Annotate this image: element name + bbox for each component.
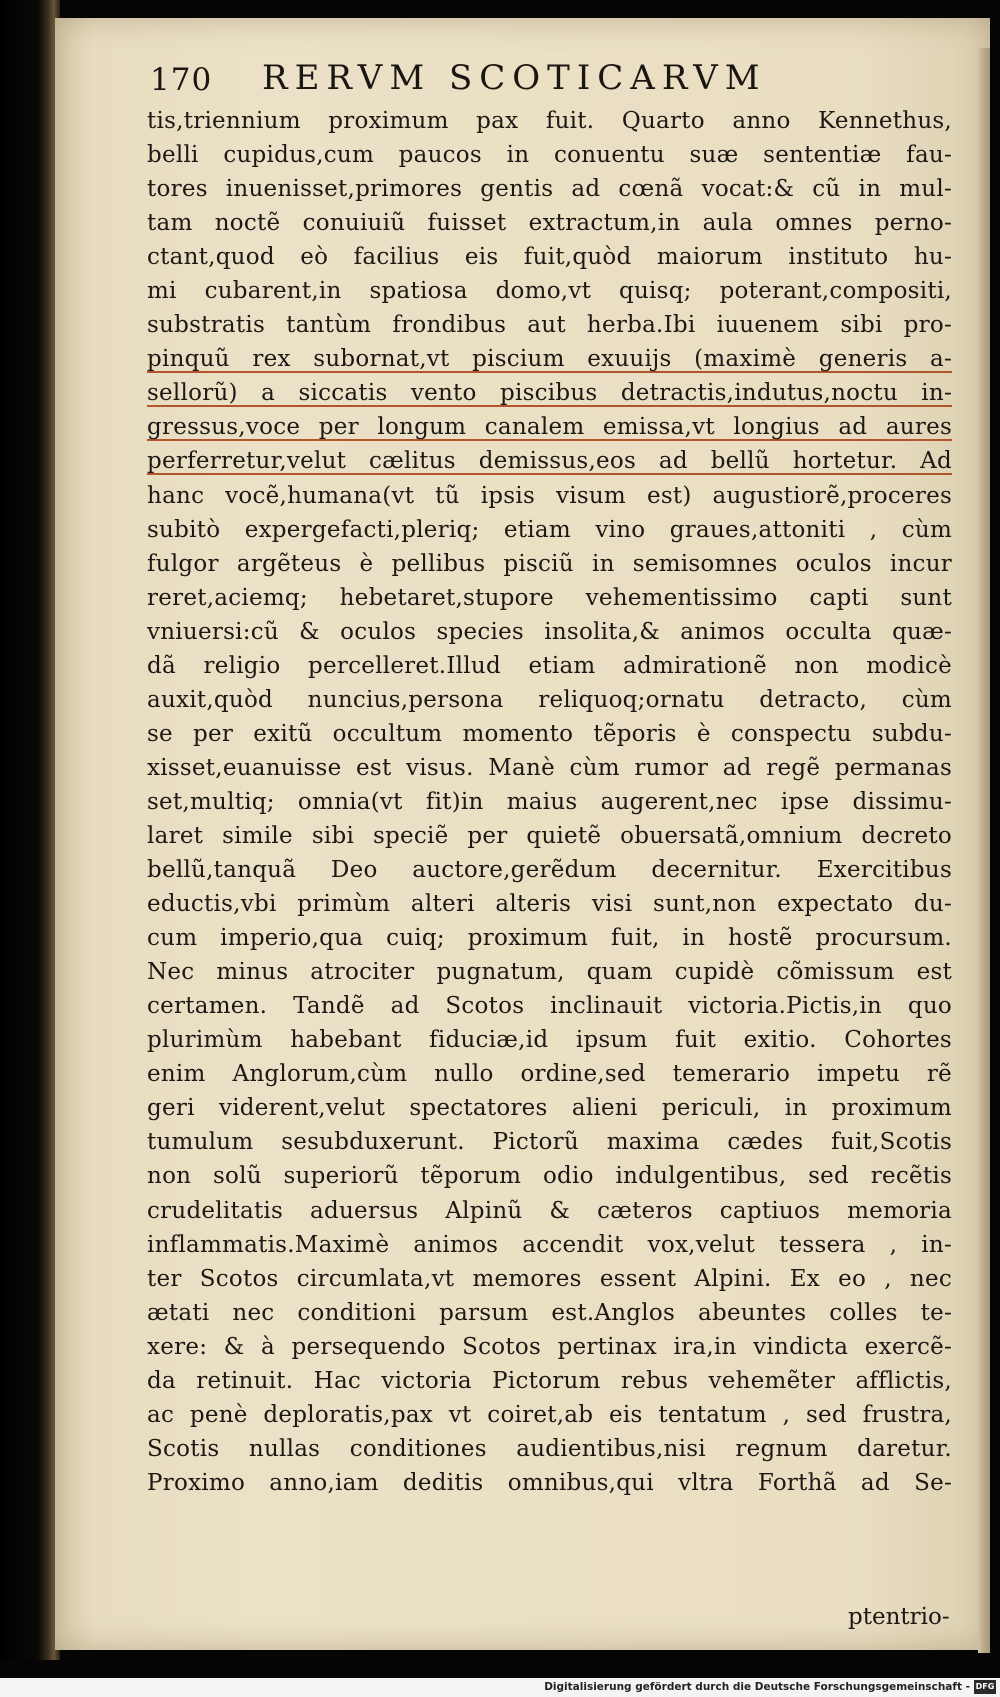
text-line: dã religio percelleret.Illud etiam admirationẽ non modicè [147, 652, 952, 679]
text-line: sellorũ) a siccatis vento piscibus detractis,indutus,noctu in- [147, 380, 952, 407]
text-line: tumulum sesubduxerunt. Pictorũ maxima cædes fuit,Scotis [147, 1129, 952, 1156]
text-line: set,multiq; omnia(vt fit)in maius augerent,nec ipse dissimu- [147, 788, 952, 815]
text-line: eductis,vbi primùm alteri alteris visi sunt,non expectato du- [147, 891, 952, 918]
text-line: inflammatis.Maximè animos accendit vox,velut tessera , in- [147, 1231, 952, 1258]
page-number: 170 [150, 62, 213, 98]
digitization-credit: Digitalisierung gefördert durch die Deutsche Forschungsgemeinschaft - [544, 1681, 970, 1693]
text-line: geri viderent,velut spectatores alieni periculi, in proximum [147, 1095, 952, 1122]
text-line: cum imperio,qua cuiq; proximum fuit, in hostẽ procursum. [147, 925, 952, 952]
text-line: xisset,euanuisse est visus. Manè cùm rumor ad regẽ permanas [147, 754, 952, 781]
text-line: da retinuit. Hac victoria Pictorum rebus vehemẽter afflictis, [147, 1367, 952, 1394]
text-line: laret simile sibi speciẽ per quietẽ obuersatã,omnium decreto [147, 822, 952, 849]
text-line: xere: & à persequendo Scotos pertinax ira,in vindicta exercẽ- [147, 1333, 952, 1360]
text-line: belli cupidus,cum paucos in conuentu suæ sententiæ fau- [147, 142, 952, 169]
text-line: Proximo anno,iam deditis omnibus,qui vltra Forthã ad Se- [147, 1469, 952, 1496]
text-line: fulgor argẽteus è pellibus pisciũ in semisomnes oculos incur [147, 550, 952, 577]
text-line: Nec minus atrociter pugnatum, quam cupidè cõmissum est [147, 959, 952, 986]
text-line: perferretur,velut cælitus demissus,eos ad bellũ hortetur. Ad [147, 448, 952, 475]
text-line: tis,triennium proximum pax fuit. Quarto anno Kennethus, [147, 108, 952, 134]
text-line: ac penè deploratis,pax vt coiret,ab eis tentatum , sed frustra, [147, 1401, 952, 1428]
text-line: tam noctẽ conuiuiũ fuisset extractum,in aula omnes perno- [147, 210, 952, 237]
text-line: gressus,voce per longum canalem emissa,vt longius ad aures [147, 414, 952, 441]
text-line: ætati nec conditioni parsum est.Anglos abeuntes colles te- [147, 1299, 952, 1326]
page-header [150, 44, 950, 104]
dfg-logo: DFG [974, 1680, 996, 1694]
catchword: ptentrio- [848, 1604, 950, 1630]
text-line: non solũ superiorũ tẽporum odio indulgentibus, sed recẽtis [147, 1163, 952, 1190]
text-line: plurimùm habebant fiduciæ,id ipsum fuit exitio. Cohortes [147, 1027, 952, 1054]
text-line: mi cubarent,in spatiosa domo,vt quisq; poterant,compositi, [147, 278, 952, 305]
text-line: substratis tantùm frondibus aut herba.Ibi iuuenem sibi pro- [147, 312, 952, 339]
text-block [147, 104, 952, 1500]
text-line: bellũ,tanquã Deo auctore,gerẽdum decernitur. Exercitibus [147, 857, 952, 884]
text-line: auxit,quòd nuncius,persona reliquoq;ornatu detracto, cùm [147, 686, 952, 713]
text-line: certamen. Tandẽ ad Scotos inclinauit victoria.Pictis,in quo [147, 993, 952, 1020]
text-line: ter Scotos circumlata,vt memores essent Alpini. Ex eo , nec [147, 1265, 952, 1292]
text-line: pinquũ rex subornat,vt piscium exuuijs (maximè generis a- [147, 346, 952, 373]
text-line: tores inuenisset,primores gentis ad cœnã vocat:& cũ in mul- [147, 176, 952, 203]
running-title: RERVM SCOTICARVM [262, 58, 767, 98]
text-line: reret,aciemq; hebetaret,stupore vehementissimo capti sunt [147, 584, 952, 611]
text-line: ctant,quod eò facilius eis fuit,quòd maiorum instituto hu- [147, 244, 952, 271]
text-line: se per exitũ occultum momento tẽporis è conspectu subdu- [147, 720, 952, 747]
text-line: vniuersi:cũ & oculos species insolita,& animos occulta quæ- [147, 618, 952, 645]
text-line: subitò expergefacti,pleriq; etiam vino graues,attoniti , cùm [147, 516, 952, 543]
page-fore-edge [978, 48, 990, 1653]
text-line: crudelitatis aduersus Alpinũ & cæteros captiuos memoria [147, 1197, 952, 1224]
text-line: enim Anglorum,cùm nullo ordine,sed temerario impetu rẽ [147, 1061, 952, 1088]
text-line: hanc vocẽ,humana(vt tũ ipsis visum est) augustiorẽ,proceres [147, 482, 952, 509]
text-line: Scotis nullas conditiones audientibus,nisi regnum daretur. [147, 1435, 952, 1462]
book-spine [0, 0, 60, 1660]
